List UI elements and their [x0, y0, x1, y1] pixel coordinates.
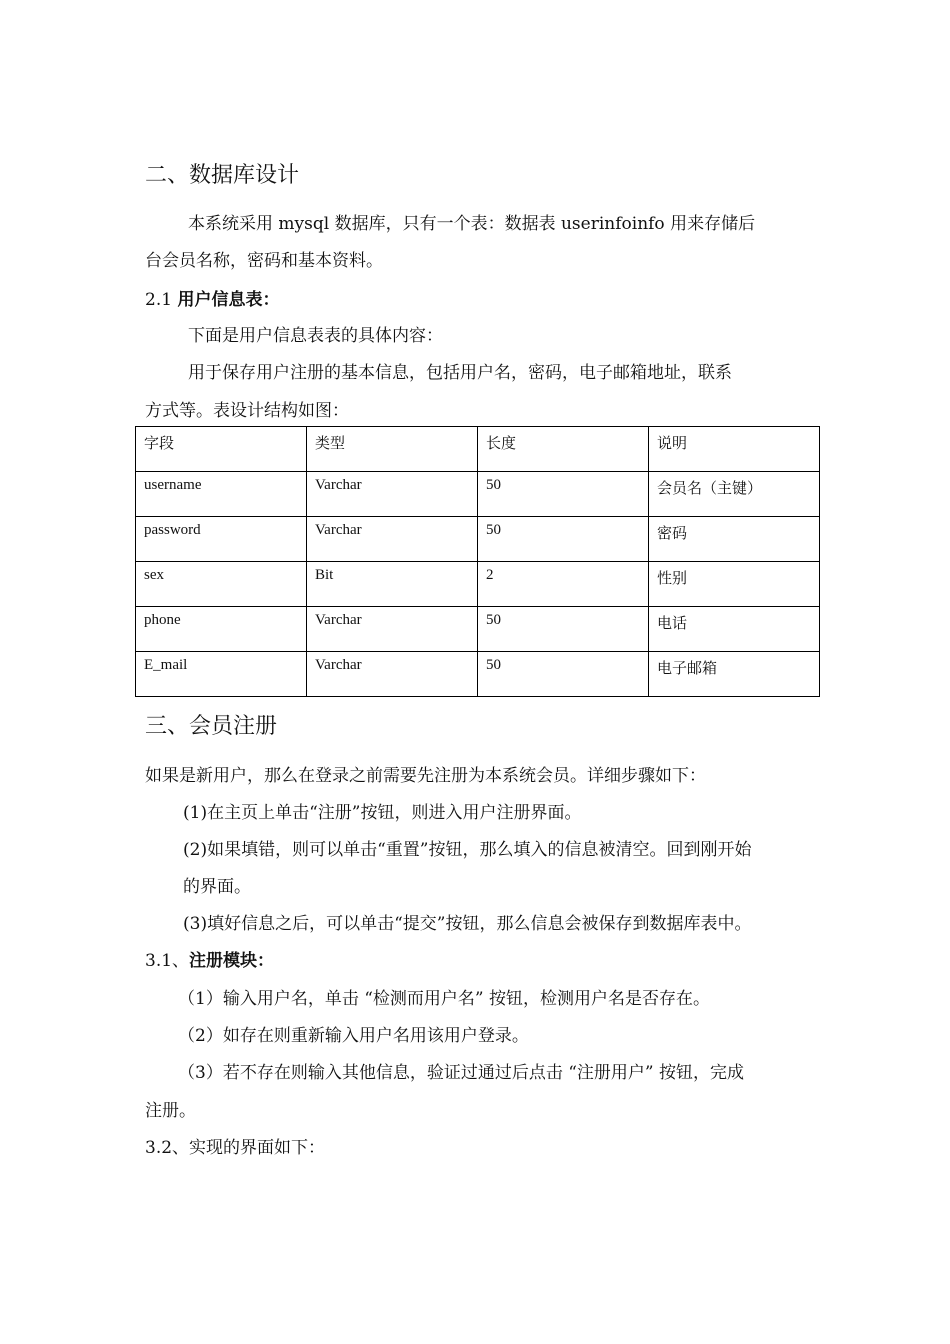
- table-header-cell: 类型: [307, 427, 478, 472]
- table-cell: sex: [136, 562, 307, 607]
- subsection-number: 3.1、: [145, 951, 190, 971]
- table-header-row: [136, 427, 820, 472]
- section-2-intro-line1: 本系统采用 mysql 数据库，只有一个表：数据表 userinfoinfo 用来存储后: [188, 214, 756, 234]
- subsection-3-1-heading: [145, 946, 274, 971]
- section-2-intro-line2: 台会员名称，密码和基本资料。: [145, 251, 383, 271]
- subsection-number: 2.1: [145, 290, 178, 310]
- step-2-line1: (2)如果填错，则可以单击“重置”按钮，那么填入的信息被清空。回到刚开始: [183, 840, 752, 860]
- user-info-table: [135, 426, 820, 697]
- table-cell: Varchar: [307, 652, 478, 697]
- table-purpose-line2: 方式等。表设计结构如图：: [145, 401, 349, 421]
- section-2-heading: 二、数据库设计: [145, 163, 300, 188]
- table-cell: 2: [478, 562, 649, 607]
- table-cell: 电话: [649, 607, 820, 652]
- table-cell: 50: [478, 652, 649, 697]
- module-item-1: （1）输入用户名，单击 “检测而用户名” 按钮，检测用户名是否存在。: [178, 989, 711, 1009]
- table-cell: password: [136, 517, 307, 562]
- table-cell: 电子邮箱: [649, 652, 820, 697]
- table-cell: 会员名（主键）: [649, 472, 820, 517]
- table-row: [136, 517, 820, 562]
- table-cell: Varchar: [307, 607, 478, 652]
- table-cell: username: [136, 472, 307, 517]
- section-3-heading: 三、会员注册: [145, 714, 278, 739]
- table-cell: Varchar: [307, 517, 478, 562]
- subsection-3-2-heading: 3.2、实现的界面如下：: [145, 1138, 326, 1158]
- table-row: [136, 562, 820, 607]
- subsection-title: 注册模块：: [189, 951, 275, 971]
- table-cell: Bit: [307, 562, 478, 607]
- table-cell: Varchar: [307, 472, 478, 517]
- subsection-title: 用户信息表：: [177, 290, 280, 310]
- module-item-3-line1: （3）若不存在则输入其他信息，验证过通过后点击 “注册用户” 按钮，完成: [178, 1063, 745, 1083]
- table-cell: phone: [136, 607, 307, 652]
- table-cell: 50: [478, 607, 649, 652]
- module-item-2: （2）如存在则重新输入用户名用该用户登录。: [178, 1026, 529, 1046]
- table-header-cell: 字段: [136, 427, 307, 472]
- table-description: 下面是用户信息表表的具体内容：: [188, 326, 443, 346]
- table-row: [136, 607, 820, 652]
- table-cell: 50: [478, 472, 649, 517]
- table-header-cell: 说明: [649, 427, 820, 472]
- table-cell: 密码: [649, 517, 820, 562]
- step-3: (3)填好信息之后，可以单击“提交”按钮，那么信息会被保存到数据库表中。: [183, 914, 752, 934]
- step-2-line2: 的界面。: [183, 877, 251, 897]
- table-cell: 50: [478, 517, 649, 562]
- section-3-intro: 如果是新用户，那么在登录之前需要先注册为本系统会员。详细步骤如下：: [145, 766, 706, 786]
- table-row: [136, 472, 820, 517]
- table-purpose-line1: 用于保存用户注册的基本信息，包括用户名，密码，电子邮箱地址，联系: [188, 363, 732, 383]
- table-row: [136, 652, 820, 697]
- subsection-2-1-heading: [145, 285, 279, 310]
- table-header-cell: 长度: [478, 427, 649, 472]
- module-item-3-line2: 注册。: [145, 1101, 196, 1121]
- step-1: (1)在主页上单击“注册”按钮，则进入用户注册界面。: [183, 803, 582, 823]
- table-cell: 性别: [649, 562, 820, 607]
- table-cell: E_mail: [136, 652, 307, 697]
